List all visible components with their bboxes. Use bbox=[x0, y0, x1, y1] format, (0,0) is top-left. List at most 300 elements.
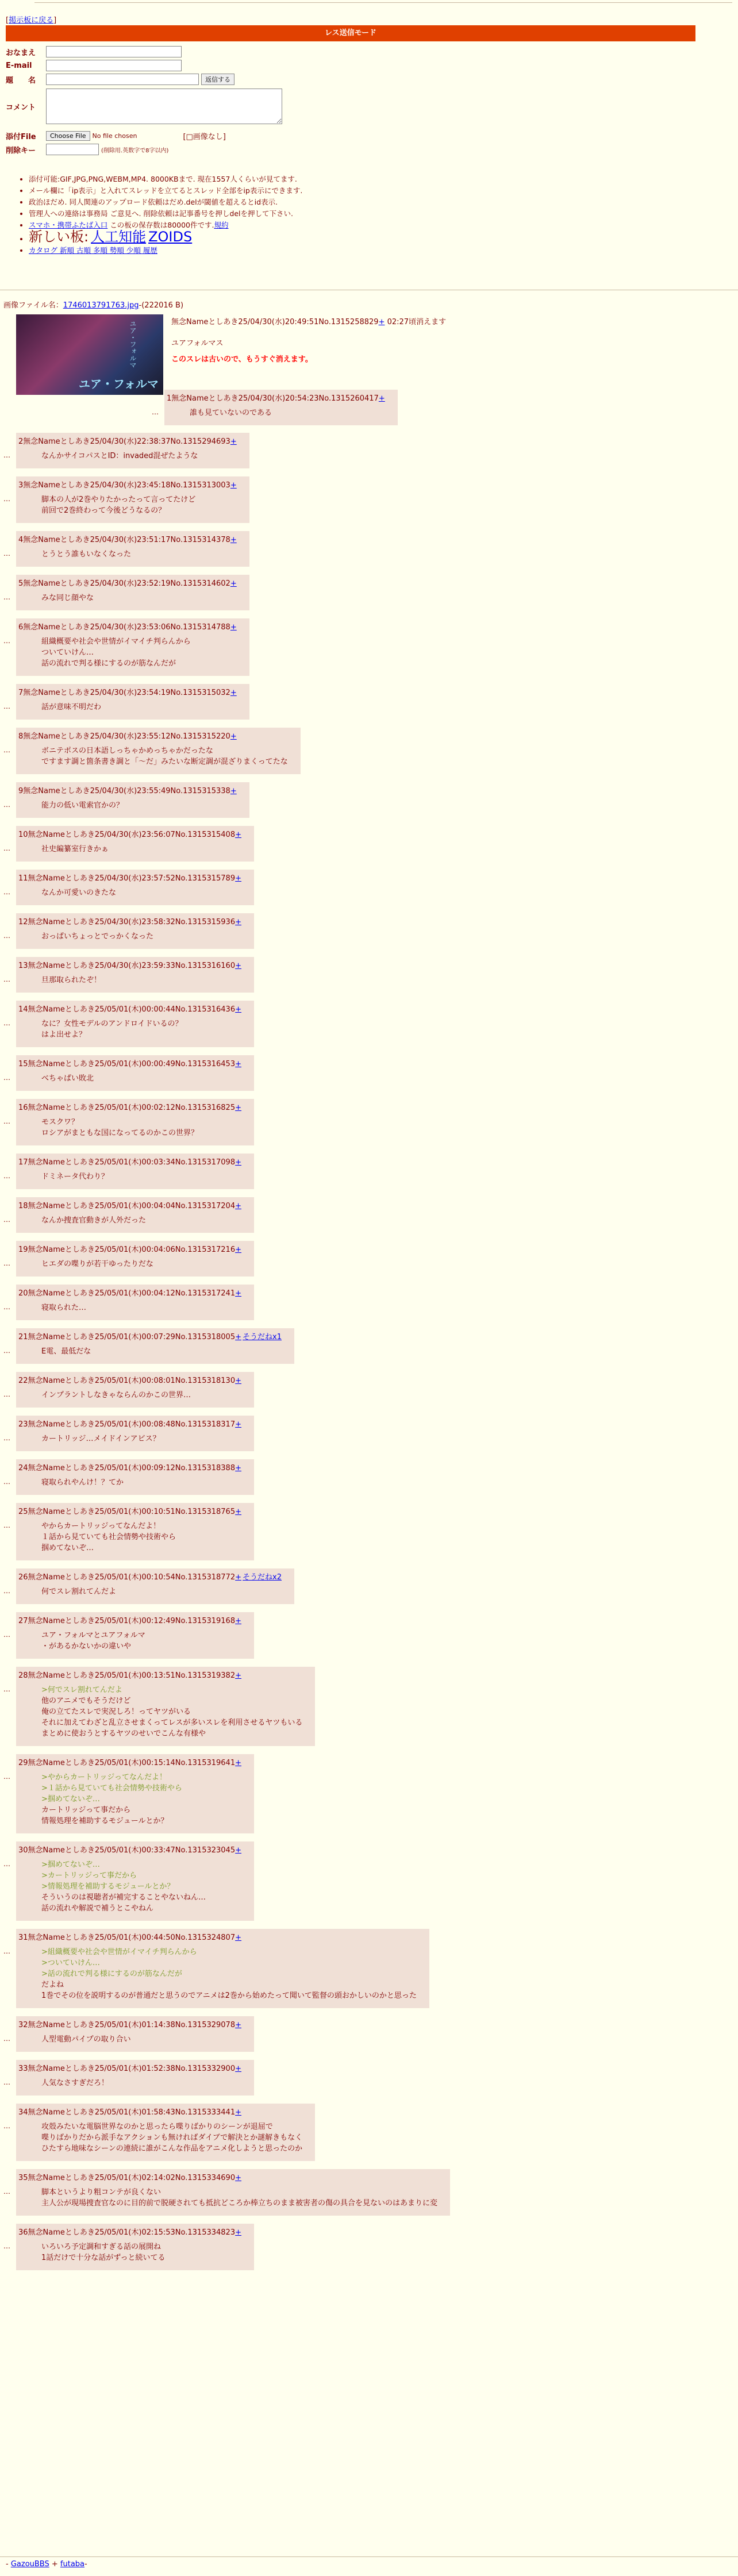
reply-box bbox=[3, 2016, 254, 2052]
reply-header-text: 27無念Nameとしあき25/05/01(木)00:12:49No.1315319168 bbox=[18, 1617, 236, 1625]
note-line: • 添付可能:GIF,JPG,PNG,WEBM,MP4. 8000KBまで. 現在1557人くらいが見てます. bbox=[29, 174, 302, 185]
reply-dots: … bbox=[3, 1172, 10, 1180]
note-line: • メール欄に「ip表示」と入れてスレッドを立てるとスレッド全部をip表示にできます. bbox=[29, 185, 302, 197]
reply-dots: … bbox=[3, 495, 10, 503]
del-link[interactable]: + bbox=[230, 579, 237, 588]
reply-header-text: 8無念Nameとしあき25/04/30(水)23:55:12No.1315315220 bbox=[18, 732, 230, 741]
reply-text: そういうのは視聴者が補完することやないねん… 話の流れや解説で補うとこやねん bbox=[41, 1893, 206, 1913]
reply-dots: … bbox=[3, 549, 10, 558]
reply-post bbox=[0, 2052, 738, 2096]
reply-box bbox=[3, 684, 249, 720]
reply-header bbox=[18, 1287, 241, 1298]
reply-post bbox=[0, 949, 738, 993]
del-link[interactable]: + bbox=[235, 1158, 242, 1167]
reply-text: ユア・フォルマとユアフォルマ ・があるかないかの違いや bbox=[41, 1631, 145, 1651]
reply-dots: … bbox=[3, 637, 10, 645]
reply-post bbox=[0, 2216, 738, 2270]
reply-dots: … bbox=[3, 888, 10, 896]
gazoubbs-link[interactable]: GazouBBS bbox=[10, 2560, 49, 2569]
reply-post bbox=[0, 2008, 738, 2052]
reply-box bbox=[3, 2224, 254, 2270]
reply-dots: … bbox=[3, 1434, 10, 1442]
no-image-checkbox[interactable]: [□画像なし] bbox=[183, 132, 226, 141]
reply-body bbox=[41, 2078, 241, 2089]
del-link[interactable]: + bbox=[230, 437, 237, 446]
del-link[interactable]: + bbox=[230, 623, 237, 632]
del-link[interactable]: + bbox=[235, 1289, 242, 1298]
op-file-link[interactable]: 1746013791763.jpg bbox=[63, 301, 139, 310]
reply-text: いろいろ予定調和すぎる話の展開ね 1話だけで十分な話がずっと続いてる bbox=[41, 2243, 166, 2262]
del-link[interactable]: + bbox=[235, 918, 242, 926]
op-thumbnail[interactable]: ユア・フォルマ ユア・フォルマ bbox=[16, 314, 163, 395]
reply-post bbox=[0, 1408, 738, 1451]
reply-body bbox=[41, 636, 237, 669]
back-link[interactable]: [掲示板に戻る] bbox=[6, 16, 57, 25]
reply-text: なんかサイコパスとID：invaded混ぜたような bbox=[41, 452, 198, 460]
reply-post bbox=[0, 1451, 738, 1495]
reply-box bbox=[3, 433, 249, 468]
reply-box bbox=[3, 1241, 254, 1277]
reply-dots: … bbox=[3, 932, 10, 940]
reply-header-text: 1無念Nameとしあき25/04/30(水)20:54:23No.1315260417 bbox=[167, 394, 379, 403]
reply-header bbox=[18, 1571, 282, 1582]
note-line: • スマホ・携帯ふたば入口 この板の保存数は80000件です.規約 bbox=[29, 220, 302, 231]
del-link[interactable]: + bbox=[235, 2021, 242, 2029]
reply-header-text: 33無念Nameとしあき25/05/01(木)01:52:38No.1315332900 bbox=[18, 2064, 236, 2073]
del-link[interactable]: + bbox=[230, 536, 237, 544]
reply-post bbox=[0, 1364, 738, 1408]
op-header: 無念Nameとしあき25/04/30(水)20:49:51No.1315258829+ 02:27頃消えます bbox=[171, 318, 447, 326]
reply-dots: … bbox=[3, 1347, 10, 1355]
reply-header bbox=[18, 1614, 241, 1625]
reply-post bbox=[0, 1659, 738, 1746]
del-link[interactable]: + bbox=[235, 1573, 242, 1582]
back-to-board-link[interactable]: 掲示板に戻る bbox=[9, 16, 54, 25]
reply-box bbox=[3, 1612, 254, 1659]
delkey-note: (削除用.英数字で8字以内) bbox=[101, 147, 169, 154]
reply-header bbox=[18, 1505, 241, 1516]
new-boards: • 新しい板: 人工知能 ZOIDS bbox=[29, 231, 302, 245]
catalog-link[interactable]: カタログ 新順 古順 多順 勢順 少順 履歴 bbox=[29, 246, 157, 255]
reply-header bbox=[18, 533, 237, 544]
reply-header bbox=[18, 2106, 302, 2117]
reply-header-text: 24無念Nameとしあき25/05/01(木)00:09:12No.1315318388 bbox=[18, 1464, 236, 1472]
reply-body bbox=[41, 1859, 241, 1914]
reply-body bbox=[41, 1586, 282, 1597]
reply-dots: … bbox=[3, 2078, 10, 2086]
reply-header-text: 32無念Nameとしあき25/05/01(木)01:14:38No.1315329078 bbox=[18, 2021, 236, 2029]
reply-box bbox=[3, 575, 249, 610]
del-link[interactable]: + bbox=[235, 1202, 242, 1210]
del-link[interactable]: + bbox=[230, 787, 237, 795]
reply-text: みな同じ顔やな bbox=[41, 594, 94, 602]
reply-post bbox=[0, 425, 738, 468]
reply-post bbox=[0, 1921, 738, 2008]
reply-body bbox=[41, 1685, 302, 1739]
del-link[interactable]: + bbox=[235, 1617, 242, 1625]
reply-body bbox=[41, 593, 237, 603]
reply-post bbox=[0, 676, 738, 720]
reply-dots: … bbox=[3, 1117, 10, 1125]
reply-body bbox=[41, 451, 237, 462]
reply-text: とうとう誰もいなくなった bbox=[41, 550, 132, 559]
footer-rule bbox=[0, 2556, 738, 2557]
reply-dots: … bbox=[3, 451, 10, 459]
reply-box bbox=[3, 476, 249, 523]
del-link[interactable]: + bbox=[230, 732, 237, 741]
subject-input[interactable] bbox=[46, 74, 199, 85]
del-link[interactable]: + bbox=[378, 318, 385, 326]
reply-text: 誰も見ていないのである bbox=[190, 409, 272, 417]
del-link[interactable]: + bbox=[235, 831, 242, 839]
reply-box bbox=[3, 1841, 254, 1921]
reply-box bbox=[3, 782, 249, 818]
reply-header-text: 7無念Nameとしあき25/04/30(水)23:54:19No.1315315032 bbox=[18, 689, 230, 697]
reply-text: 脚本の人が2巻やりたかったって言ってたけど 前回で2巻終わって今後どうなるの？ bbox=[41, 495, 196, 515]
reply-header bbox=[18, 1669, 302, 1680]
reply-dots: … bbox=[152, 408, 159, 416]
reply-header-text: 2無念Nameとしあき25/04/30(水)22:38:37No.1315294693 bbox=[18, 437, 230, 446]
note-line: • 政治ほだめ. 同人関連のアップロード依頼はだめ.delが閾値を超えるとid表示. bbox=[29, 197, 302, 208]
reply-text: 寝取られた… bbox=[41, 1304, 87, 1312]
reply-post bbox=[0, 1189, 738, 1233]
reply-text: 脚本というより粗コンテが良くない 主人公が現場捜査官なのに目的前で脱硬されても抵抗どころか棒立ちのまま被害者の傷の具合を見ないのはあまりに変 bbox=[41, 2188, 438, 2208]
reply-post bbox=[0, 2161, 738, 2216]
reply-body bbox=[41, 1433, 241, 1444]
quote-text: >組織概要や社会や世情がイマイチ判らんから >ついていけん… >話の流れで判る様にするのが筋なんだが bbox=[41, 1948, 197, 1978]
reply-box bbox=[3, 1154, 254, 1189]
reply-body bbox=[41, 2241, 241, 2263]
reply-body bbox=[41, 1477, 241, 1488]
reply-text: カートリッジ…メイドインアビス？ bbox=[41, 1435, 160, 1443]
reply-text: 攻殻みたいな電脳世界なのかと思ったら喋りばかりのシーンが退屈で 喋りばかりだから派手なアクションも無ければダイブで解決とか謎解きもなく ひたすら地味なシーンの連続に誰がこんな作品をアニメ化しようと思ったのか bbox=[41, 2123, 303, 2153]
reply-header bbox=[18, 2018, 241, 2029]
reply-text: なんか捜査官動きが人外だった bbox=[41, 1216, 147, 1225]
del-link[interactable]: + bbox=[235, 1846, 242, 1855]
reply-post bbox=[0, 610, 738, 676]
reply-post bbox=[148, 382, 398, 425]
reply-box bbox=[3, 1929, 429, 2008]
reply-box bbox=[3, 957, 254, 993]
op-body: ユアフォルマス このスレは古いので、もうすぐ消えます。 bbox=[171, 337, 313, 366]
reply-post bbox=[0, 468, 738, 523]
reply-box bbox=[3, 1197, 254, 1233]
reply-post bbox=[0, 862, 738, 905]
reply-box bbox=[3, 531, 249, 567]
reply-header bbox=[18, 730, 288, 741]
reply-box bbox=[3, 826, 254, 862]
reply-body bbox=[41, 1215, 241, 1226]
op-post bbox=[0, 310, 738, 425]
reply-box bbox=[3, 1372, 254, 1408]
reply-header bbox=[18, 1756, 241, 1767]
reply-post bbox=[0, 774, 738, 818]
reply-body bbox=[41, 1171, 241, 1182]
name-input[interactable] bbox=[46, 46, 182, 57]
del-link[interactable]: + bbox=[235, 2228, 242, 2237]
reply-dots: … bbox=[3, 746, 10, 754]
reply-dots: … bbox=[3, 2122, 10, 2130]
reply-body bbox=[41, 1302, 241, 1313]
reply-dots: … bbox=[3, 1631, 10, 1639]
reply-header bbox=[18, 621, 237, 632]
reply-post bbox=[0, 567, 738, 610]
reply-box bbox=[3, 913, 254, 949]
del-link[interactable]: + bbox=[235, 1508, 242, 1516]
del-link[interactable]: + bbox=[235, 1377, 242, 1385]
del-link[interactable]: + bbox=[235, 1060, 242, 1068]
submit-button[interactable]: 返信する bbox=[201, 74, 235, 85]
top-rule bbox=[34, 2, 732, 3]
reply-header-text: 14無念Nameとしあき25/05/01(木)00:00:44No.1315316436 bbox=[18, 1005, 236, 1014]
reply-header bbox=[18, 1003, 241, 1014]
del-link[interactable]: + bbox=[235, 874, 242, 883]
reply-box bbox=[3, 2060, 254, 2096]
reply-text: 寝取られやんけ！？てか bbox=[41, 1478, 124, 1487]
reply-body bbox=[41, 2034, 241, 2045]
quote-text: >掴めてないぞ… >カートリッジって事だから >情報処理を補助するモジュールとか？ bbox=[41, 1860, 175, 1891]
board-notes bbox=[6, 174, 302, 256]
reply-header bbox=[18, 872, 241, 883]
reply-dots: … bbox=[3, 1521, 10, 1529]
reply-dots: … bbox=[3, 1773, 10, 1781]
del-link[interactable]: + bbox=[235, 2064, 242, 2073]
post-list bbox=[0, 425, 738, 2270]
board-link-ai[interactable]: 人工知能 bbox=[91, 229, 147, 245]
del-link[interactable]: + bbox=[230, 481, 237, 490]
reply-text: 話が意味不明だわ bbox=[41, 703, 102, 712]
reply-header-text: 13無念Nameとしあき25/04/30(水)23:59:33No.1315316160 bbox=[18, 962, 236, 970]
del-link[interactable]: + bbox=[235, 1464, 242, 1472]
reply-post bbox=[0, 905, 738, 949]
reply-box bbox=[3, 1459, 254, 1495]
reply-header bbox=[18, 1931, 417, 1942]
reply-header bbox=[18, 1374, 241, 1385]
delkey-label: 削除キー bbox=[6, 144, 46, 155]
mobile-link[interactable]: スマホ・携帯ふたば入口 bbox=[29, 221, 108, 229]
rules-link[interactable]: 規約 bbox=[214, 221, 229, 229]
reply-header-text: 3無念Nameとしあき25/04/30(水)23:45:18No.1315313003 bbox=[18, 481, 230, 490]
reply-body bbox=[41, 1117, 241, 1139]
reply-post bbox=[0, 993, 738, 1047]
reply-body bbox=[41, 800, 237, 811]
reply-body bbox=[41, 745, 288, 767]
reply-dots: … bbox=[3, 1685, 10, 1693]
reply-text: 組織概要や社会や世情がイマイチ判らんから ついていけん… 話の流れで判る様にするのが筋なんだが bbox=[41, 637, 191, 668]
reply-box bbox=[3, 1754, 254, 1833]
reply-header-text: 21無念Nameとしあき25/05/01(木)00:07:29No.1315318005 bbox=[18, 1333, 236, 1341]
reply-dots: … bbox=[3, 801, 10, 809]
reply-header bbox=[167, 392, 385, 403]
reply-text: 旦那取られたぞ！ bbox=[41, 976, 102, 985]
reply-header-text: 16無念Nameとしあき25/05/01(木)00:02:12No.1315316825 bbox=[18, 1104, 236, 1112]
reply-header bbox=[18, 435, 237, 446]
reply-header-text: 36無念Nameとしあき25/05/01(木)02:15:53No.1315334823 bbox=[18, 2228, 236, 2237]
reply-header bbox=[18, 1462, 241, 1472]
reply-dots: … bbox=[3, 1303, 10, 1311]
reply-header-text: 35無念Nameとしあき25/05/01(木)02:14:02No.1315334690 bbox=[18, 2174, 236, 2182]
reply-box bbox=[3, 728, 301, 774]
del-link[interactable]: + bbox=[235, 1759, 242, 1767]
reply-header-text: 31無念Nameとしあき25/05/01(木)00:44:50No.1315324807 bbox=[18, 1933, 236, 1942]
reply-header bbox=[18, 785, 237, 795]
reply-text: やからカートリッジってなんだよ！ １話から見ていても社会情勢や技術やら 掴めてないぞ… bbox=[41, 1522, 176, 1552]
del-link[interactable]: + bbox=[235, 1104, 242, 1112]
reply-body bbox=[41, 1772, 241, 1827]
reply-box bbox=[3, 1055, 254, 1091]
del-link[interactable]: + bbox=[235, 1005, 242, 1014]
reply-form bbox=[6, 45, 282, 156]
reply-text: 人気なさすぎだろ！ bbox=[41, 2079, 109, 2087]
del-link[interactable]: + bbox=[235, 1245, 242, 1254]
reply-dots: … bbox=[3, 702, 10, 710]
reply-body bbox=[41, 975, 241, 986]
reply-text: ボニテポスの日本語しっちゃかめっちゃかだったな ですます調と箇条書き調と「〜だ」みたいな断定調が混ざりまくってたな bbox=[41, 747, 288, 766]
file-label: 添付File bbox=[6, 130, 46, 141]
reply-body bbox=[41, 1073, 241, 1084]
reply-box bbox=[3, 1503, 254, 1560]
reply-text: 人型電動パイプの取り合い bbox=[41, 2035, 131, 2044]
reply-header-text: 9無念Nameとしあき25/04/30(水)23:55:49No.1315315338 bbox=[18, 787, 230, 795]
reply-header bbox=[18, 479, 237, 490]
reply-post bbox=[0, 720, 738, 774]
del-link[interactable]: + bbox=[235, 1671, 242, 1680]
reply-body bbox=[41, 1018, 241, 1040]
reply-dots: … bbox=[3, 593, 10, 601]
reply-header bbox=[18, 916, 241, 926]
reply-header bbox=[18, 959, 241, 970]
file-choose-button[interactable]: Choose File bbox=[46, 131, 90, 141]
comment-textarea[interactable] bbox=[46, 89, 282, 124]
reply-text: おっぱいちょっとでっかくなった bbox=[41, 932, 154, 941]
del-link[interactable]: + bbox=[235, 1333, 242, 1341]
reply-box bbox=[3, 1001, 254, 1047]
soudane-link[interactable]: そうだねx1 bbox=[243, 1333, 282, 1341]
del-link[interactable]: + bbox=[378, 394, 385, 403]
reply-box bbox=[3, 1667, 315, 1746]
soudane-link[interactable]: そうだねx2 bbox=[243, 1573, 282, 1582]
reply-body bbox=[41, 844, 241, 855]
reply-body bbox=[41, 931, 241, 942]
reply-dots: … bbox=[3, 1216, 10, 1224]
reply-body bbox=[41, 1947, 417, 2001]
reply-header bbox=[18, 2171, 437, 2182]
reply-header bbox=[18, 1058, 241, 1068]
reply-box bbox=[152, 390, 398, 425]
reply-dots: … bbox=[3, 1860, 10, 1868]
reply-header-text: 23無念Nameとしあき25/05/01(木)00:08:48No.1315318317 bbox=[18, 1420, 236, 1429]
reply-text: 他のアニメでもそうだけど 俺の立てたスレで実況しろ！ってヤツがいる それに加えてわざと乱立させまくってレスが多いスレを利用させるヤツもいる まとめに使おうとするヤツのせいでこんな有様や bbox=[41, 1697, 303, 1738]
reply-header-text: 28無念Nameとしあき25/05/01(木)00:13:51No.1315319382 bbox=[18, 1671, 236, 1680]
reply-text: なんか可愛いのきたな bbox=[41, 889, 117, 897]
reply-post bbox=[0, 1091, 738, 1145]
reply-header-text: 10無念Nameとしあき25/04/30(水)23:56:07No.1315315408 bbox=[18, 831, 236, 839]
board-link-zoids[interactable]: ZOIDS bbox=[148, 229, 193, 245]
reply-box bbox=[3, 870, 254, 905]
reply-box bbox=[3, 1285, 254, 1320]
reply-box bbox=[3, 2169, 450, 2216]
thread bbox=[0, 299, 738, 2270]
reply-body bbox=[41, 549, 237, 560]
reply-body bbox=[41, 1346, 282, 1357]
futaba-link[interactable]: futaba bbox=[60, 2560, 85, 2569]
reply-dots: … bbox=[3, 1074, 10, 1082]
reply-dots: … bbox=[3, 1478, 10, 1486]
footer: - GazouBBS + futaba- bbox=[6, 2560, 87, 2569]
reply-header-text: 25無念Nameとしあき25/05/01(木)00:10:51No.1315318765 bbox=[18, 1508, 236, 1516]
reply-post bbox=[0, 1320, 738, 1364]
reply-header-text: 29無念Nameとしあき25/05/01(木)00:15:14No.1315319641 bbox=[18, 1759, 236, 1767]
email-input[interactable] bbox=[46, 60, 182, 71]
reply-header bbox=[18, 1844, 241, 1855]
reply-text: ヒエダの喋りが若干ゆったりだな bbox=[41, 1260, 153, 1268]
del-link[interactable]: + bbox=[235, 1420, 242, 1429]
reply-header-text: 11無念Nameとしあき25/04/30(水)23:57:52No.1315315789 bbox=[18, 874, 236, 883]
comment-label: コメント bbox=[6, 101, 46, 112]
reply-body bbox=[41, 1390, 241, 1401]
reply-box bbox=[3, 2104, 315, 2161]
reply-header-text: 15無念Nameとしあき25/05/01(木)00:00:49No.1315316453 bbox=[18, 1060, 236, 1068]
reply-post bbox=[0, 1495, 738, 1560]
reply-text: E電、最低だな bbox=[41, 1347, 91, 1356]
reply-post bbox=[0, 523, 738, 567]
reply-post bbox=[0, 1833, 738, 1921]
op-file-line: 画像ファイル名：1746013791763.jpg-(222016 B) bbox=[3, 301, 184, 310]
reply-post bbox=[0, 2096, 738, 2161]
reply-mode-bar: レス送信モード bbox=[6, 25, 695, 41]
del-link[interactable]: + bbox=[230, 689, 237, 697]
reply-body bbox=[41, 494, 237, 516]
reply-body bbox=[41, 887, 241, 898]
reply-body bbox=[41, 2121, 302, 2154]
reply-text: ドミネータ代わり？ bbox=[41, 1172, 109, 1181]
file-status: No file chosen bbox=[92, 132, 137, 140]
reply-dots: … bbox=[3, 975, 10, 983]
delete-key-input[interactable] bbox=[46, 144, 99, 155]
reply-header-text: 19無念Nameとしあき25/05/01(木)00:04:06No.1315317216 bbox=[18, 1245, 236, 1254]
reply-body bbox=[41, 1259, 241, 1270]
reply-header-text: 4無念Nameとしあき25/04/30(水)23:51:17No.1315314378 bbox=[18, 536, 230, 544]
reply-text: べちゃぱい敗北 bbox=[41, 1074, 94, 1083]
reply-text: 何でスレ割れてんだよ bbox=[41, 1587, 117, 1596]
reply-post bbox=[0, 1560, 738, 1604]
reply-dots: … bbox=[3, 1390, 10, 1398]
reply-header bbox=[18, 2062, 241, 2073]
reply-dots: … bbox=[3, 2187, 10, 2196]
reply-header bbox=[18, 1243, 241, 1254]
reply-header bbox=[18, 1156, 241, 1167]
del-link[interactable]: + bbox=[235, 2174, 242, 2182]
reply-post bbox=[0, 818, 738, 862]
reply-header bbox=[18, 1331, 282, 1341]
reply-header-text: 20無念Nameとしあき25/05/01(木)00:04:12No.1315317241 bbox=[18, 1289, 236, 1298]
reply-post bbox=[0, 1277, 738, 1320]
reply-box bbox=[3, 1328, 294, 1364]
reply-dots: … bbox=[3, 844, 10, 852]
del-link[interactable]: + bbox=[235, 962, 242, 970]
reply-dots: … bbox=[3, 2242, 10, 2250]
reply-header-text: 22無念Nameとしあき25/05/01(木)00:08:01No.1315318130 bbox=[18, 1377, 236, 1385]
del-link[interactable]: + bbox=[235, 2108, 242, 2117]
del-link[interactable]: + bbox=[235, 1933, 242, 1942]
catalog-links bbox=[29, 245, 302, 256]
reply-text: 社史編纂室行きかぁ bbox=[41, 845, 109, 853]
reply-body bbox=[41, 702, 237, 713]
reply-text: インプラントしなきゃならんのかこの世界… bbox=[41, 1391, 191, 1400]
reply-post bbox=[0, 1145, 738, 1189]
reply-header bbox=[18, 1418, 241, 1429]
reply-box bbox=[3, 618, 249, 676]
